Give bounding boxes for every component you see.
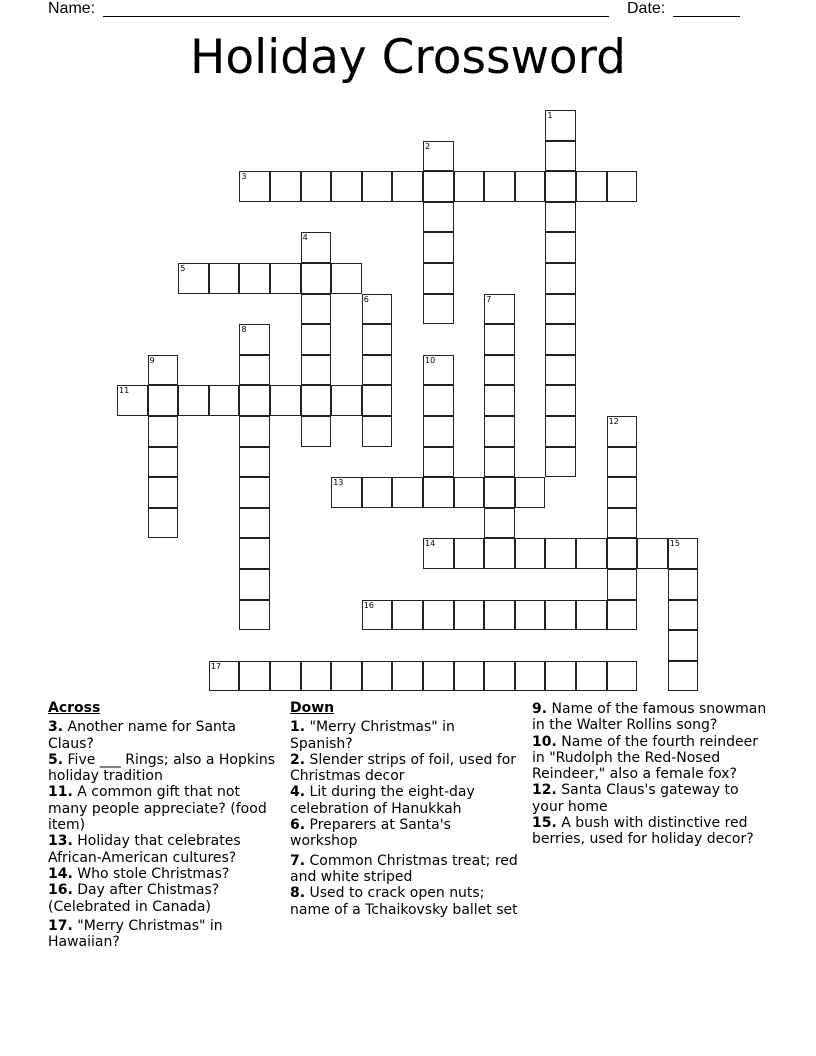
- grid-cell[interactable]: [607, 508, 638, 539]
- grid-cell[interactable]: [362, 171, 393, 202]
- grid-cell[interactable]: [576, 600, 607, 631]
- grid-cell[interactable]: [515, 661, 546, 692]
- grid-cell[interactable]: [454, 600, 485, 631]
- grid-cell[interactable]: [484, 324, 515, 355]
- grid-cell[interactable]: [607, 600, 638, 631]
- grid-cell[interactable]: [484, 508, 515, 539]
- grid-cell[interactable]: [270, 263, 301, 294]
- grid-cell[interactable]: [545, 202, 576, 233]
- cell-number: 12: [608, 417, 619, 426]
- clue-text: Who stole Christmas?: [77, 865, 230, 882]
- grid-cell[interactable]: [668, 630, 699, 661]
- grid-cell[interactable]: [576, 661, 607, 692]
- grid-cell[interactable]: [331, 477, 362, 508]
- grid-cell[interactable]: [545, 232, 576, 263]
- grid-cell[interactable]: [484, 294, 515, 325]
- grid-cell[interactable]: [148, 447, 179, 478]
- grid-cell[interactable]: [392, 171, 423, 202]
- cell-number: 13: [333, 478, 344, 488]
- grid-cell[interactable]: [209, 385, 240, 416]
- cell-number: 8: [241, 325, 247, 335]
- grid-cell[interactable]: [239, 508, 270, 539]
- grid-cell[interactable]: [270, 385, 301, 416]
- grid-cell[interactable]: [668, 661, 699, 692]
- grid-cell[interactable]: [484, 416, 515, 447]
- grid-cell[interactable]: [301, 263, 332, 294]
- clue-number: 12.: [532, 782, 557, 799]
- grid-cell[interactable]: [117, 385, 148, 416]
- grid-cell[interactable]: [484, 385, 515, 416]
- grid-cell[interactable]: [423, 385, 454, 416]
- clue-text: "Merry Christmas" in Spanish?: [290, 719, 455, 752]
- clue-down-7: [290, 853, 520, 886]
- cell-number: 5: [180, 264, 186, 273]
- cell-number: 6: [363, 294, 369, 304]
- date-label: Date:: [627, 0, 666, 17]
- grid-cell[interactable]: [239, 263, 270, 294]
- cell-number: 15: [669, 539, 680, 549]
- grid-cell[interactable]: [484, 447, 515, 478]
- clue-text: Day after Chistmas? (Celebrated in Canada): [48, 882, 220, 915]
- grid-cell[interactable]: [239, 477, 270, 508]
- grid-cell[interactable]: [484, 171, 515, 202]
- clue-down-12: [532, 782, 772, 815]
- grid-cell[interactable]: [423, 171, 454, 202]
- clue-number: 8.: [290, 885, 306, 902]
- grid-cell[interactable]: [331, 263, 362, 294]
- grid-cell[interactable]: [454, 171, 485, 202]
- clue-down-1: [290, 719, 520, 752]
- grid-cell[interactable]: [545, 600, 576, 631]
- clue-number: 7.: [290, 852, 306, 869]
- cell-number: 2: [425, 141, 431, 151]
- grid-cell[interactable]: [270, 661, 301, 692]
- across-clues: [48, 700, 283, 950]
- cell-number: 9: [149, 355, 155, 365]
- grid-cell[interactable]: [362, 294, 393, 325]
- grid-cell[interactable]: [454, 661, 485, 692]
- clue-down-10: [532, 734, 772, 783]
- grid-cell[interactable]: [148, 477, 179, 508]
- grid-cell[interactable]: [515, 477, 546, 508]
- clue-down-9: [532, 701, 772, 734]
- grid-cell[interactable]: [362, 477, 393, 508]
- clue-text: "Merry Christmas" in Hawaiian?: [48, 917, 223, 951]
- grid-cell[interactable]: [270, 171, 301, 202]
- grid-cell[interactable]: [545, 110, 576, 141]
- grid-cell[interactable]: [392, 477, 423, 508]
- across-heading: Across: [48, 700, 101, 716]
- grid-cell[interactable]: [423, 232, 454, 263]
- clue-text: Name of the fourth reindeer in "Rudolph the Red-Nosed Reindeer," also a female fox?: [532, 733, 759, 783]
- grid-cell[interactable]: [209, 263, 240, 294]
- clue-number: 1.: [290, 719, 306, 736]
- grid-cell[interactable]: [178, 385, 209, 416]
- grid-cell[interactable]: [423, 355, 454, 386]
- clue-text: Common Christmas treat; red and white striped: [290, 852, 518, 885]
- cell-number: 11: [119, 386, 130, 396]
- grid-cell[interactable]: [668, 600, 699, 631]
- grid-cell[interactable]: [545, 141, 576, 172]
- cell-number: 14: [425, 539, 436, 549]
- cell-number: 3: [241, 172, 247, 182]
- grid-cell[interactable]: [423, 416, 454, 447]
- grid-cell[interactable]: [515, 538, 546, 569]
- clue-across-11: [48, 784, 283, 833]
- grid-cell[interactable]: [545, 171, 576, 202]
- grid-cell[interactable]: [362, 355, 393, 386]
- down-clues: [290, 700, 520, 918]
- grid-cell[interactable]: [301, 232, 332, 263]
- grid-cell[interactable]: [362, 661, 393, 692]
- grid-cell[interactable]: [607, 447, 638, 478]
- grid-cell[interactable]: [423, 202, 454, 233]
- grid-cell[interactable]: [484, 355, 515, 386]
- grid-cell[interactable]: [576, 171, 607, 202]
- clue-text: Holiday that celebrates African-American cultures?: [48, 833, 241, 866]
- grid-cell[interactable]: [423, 294, 454, 325]
- cell-number: 16: [363, 600, 374, 610]
- clue-number: 15.: [532, 815, 557, 832]
- cell-number: 7: [486, 294, 492, 304]
- clue-number: 17.: [48, 917, 73, 934]
- grid-cell[interactable]: [209, 661, 240, 692]
- clue-number: 2.: [290, 751, 306, 768]
- grid-cell[interactable]: [331, 661, 362, 692]
- clue-across-5: [48, 752, 283, 785]
- grid-cell[interactable]: [301, 385, 332, 416]
- grid-cell[interactable]: [239, 447, 270, 478]
- grid-cell[interactable]: [484, 600, 515, 631]
- clue-across-16: [48, 882, 283, 915]
- grid-cell[interactable]: [515, 171, 546, 202]
- grid-cell[interactable]: [148, 385, 179, 416]
- grid-cell[interactable]: [423, 600, 454, 631]
- grid-cell[interactable]: [607, 569, 638, 600]
- grid-cell[interactable]: [301, 416, 332, 447]
- grid-cell[interactable]: [484, 477, 515, 508]
- grid-cell[interactable]: [423, 447, 454, 478]
- grid-cell[interactable]: [607, 661, 638, 692]
- grid-cell[interactable]: [392, 661, 423, 692]
- clue-number: 11.: [48, 784, 73, 801]
- grid-cell[interactable]: [362, 385, 393, 416]
- grid-cell[interactable]: [423, 141, 454, 172]
- clue-number: 10.: [532, 733, 557, 750]
- cell-number: 17: [210, 661, 221, 671]
- grid-cell[interactable]: [239, 171, 270, 202]
- clue-number: 14.: [48, 865, 73, 882]
- clue-across-17: [48, 918, 283, 951]
- clue-across-14: [48, 866, 283, 882]
- grid-cell[interactable]: [576, 538, 607, 569]
- grid-cell[interactable]: [545, 324, 576, 355]
- clue-text: Lit during the eight-day celebration of Hanukkah: [290, 784, 475, 817]
- grid-cell[interactable]: [239, 569, 270, 600]
- grid-cell[interactable]: [362, 416, 393, 447]
- clue-number: 16.: [48, 882, 73, 899]
- grid-cell[interactable]: [148, 355, 179, 386]
- grid-cell[interactable]: [607, 416, 638, 447]
- grid-cell[interactable]: [301, 294, 332, 325]
- grid-cell[interactable]: [301, 355, 332, 386]
- grid-cell[interactable]: [148, 416, 179, 447]
- grid-cell[interactable]: [301, 661, 332, 692]
- clue-down-2: [290, 752, 520, 785]
- grid-cell[interactable]: [484, 538, 515, 569]
- grid-cell[interactable]: [454, 477, 485, 508]
- name-label: Name:: [48, 0, 96, 17]
- cell-number: 10: [425, 355, 436, 365]
- grid-cell[interactable]: [637, 538, 668, 569]
- clue-text: A common gift that not many people appreciate? (food item): [48, 784, 267, 834]
- clue-text: Slender strips of foil, used for Christmas decor: [290, 751, 517, 785]
- grid-cell[interactable]: [301, 324, 332, 355]
- clue-number: 6.: [290, 817, 306, 834]
- down-heading: Down: [290, 700, 335, 716]
- clue-text: A bush with distinctive red berries, used for holiday decor?: [532, 815, 754, 848]
- clue-down-15: [532, 815, 772, 848]
- down-clues-continued: [532, 701, 772, 848]
- grid-cell[interactable]: [423, 661, 454, 692]
- grid-cell[interactable]: [545, 538, 576, 569]
- grid-cell[interactable]: [545, 385, 576, 416]
- grid-cell[interactable]: [392, 600, 423, 631]
- grid-cell[interactable]: [668, 538, 699, 569]
- grid-cell[interactable]: [545, 416, 576, 447]
- clue-down-6: [290, 817, 520, 850]
- grid-cell[interactable]: [362, 600, 393, 631]
- grid-cell[interactable]: [331, 385, 362, 416]
- grid-cell[interactable]: [545, 294, 576, 325]
- grid-cell[interactable]: [423, 477, 454, 508]
- grid-cell[interactable]: [362, 324, 393, 355]
- grid-cell[interactable]: [668, 569, 699, 600]
- clue-down-8: [290, 885, 520, 918]
- grid-cell[interactable]: [239, 600, 270, 631]
- cell-number: 1: [547, 111, 553, 120]
- grid-cell[interactable]: [545, 355, 576, 386]
- grid-cell[interactable]: [239, 416, 270, 447]
- grid-cell[interactable]: [301, 171, 332, 202]
- clue-text: Preparers at Santa's workshop: [290, 817, 451, 850]
- clue-text: Another name for Santa Claus?: [48, 719, 236, 752]
- clue-number: 13.: [48, 833, 73, 850]
- clue-across-13: [48, 833, 283, 866]
- clue-text: Name of the famous snowman in the Walter Rollins song?: [532, 701, 767, 734]
- grid-cell[interactable]: [545, 661, 576, 692]
- grid-cell[interactable]: [454, 538, 485, 569]
- clue-number: 3.: [48, 719, 64, 736]
- clue-number: 5.: [48, 751, 64, 768]
- clue-text: Five ___ Rings; also a Hopkins holiday tradition: [48, 751, 276, 785]
- grid-cell[interactable]: [239, 324, 270, 355]
- grid-cell[interactable]: [239, 538, 270, 569]
- clue-text: Santa Claus's gateway to your home: [532, 782, 739, 815]
- grid-cell[interactable]: [178, 263, 209, 294]
- grid-cell[interactable]: [239, 385, 270, 416]
- grid-cell[interactable]: [545, 447, 576, 478]
- grid-cell[interactable]: [423, 538, 454, 569]
- clue-number: 9.: [532, 701, 548, 717]
- grid-cell[interactable]: [484, 661, 515, 692]
- grid-cell[interactable]: [331, 171, 362, 202]
- grid-cell[interactable]: [607, 477, 638, 508]
- clue-across-3: [48, 719, 283, 752]
- grid-cell[interactable]: [148, 508, 179, 539]
- clue-text: Used to crack open nuts; name of a Tchaikovsky ballet set: [290, 885, 518, 918]
- grid-cell[interactable]: [423, 263, 454, 294]
- clue-down-4: [290, 784, 520, 817]
- grid-cell[interactable]: [239, 661, 270, 692]
- grid-cell[interactable]: [607, 171, 638, 202]
- page-title: Holiday Crossword: [190, 30, 626, 85]
- grid-cell[interactable]: [607, 538, 638, 569]
- cell-number: 4: [302, 233, 308, 243]
- grid-cell[interactable]: [239, 355, 270, 386]
- clue-number: 4.: [290, 784, 306, 801]
- grid-cell[interactable]: [515, 600, 546, 631]
- grid-cell[interactable]: [545, 263, 576, 294]
